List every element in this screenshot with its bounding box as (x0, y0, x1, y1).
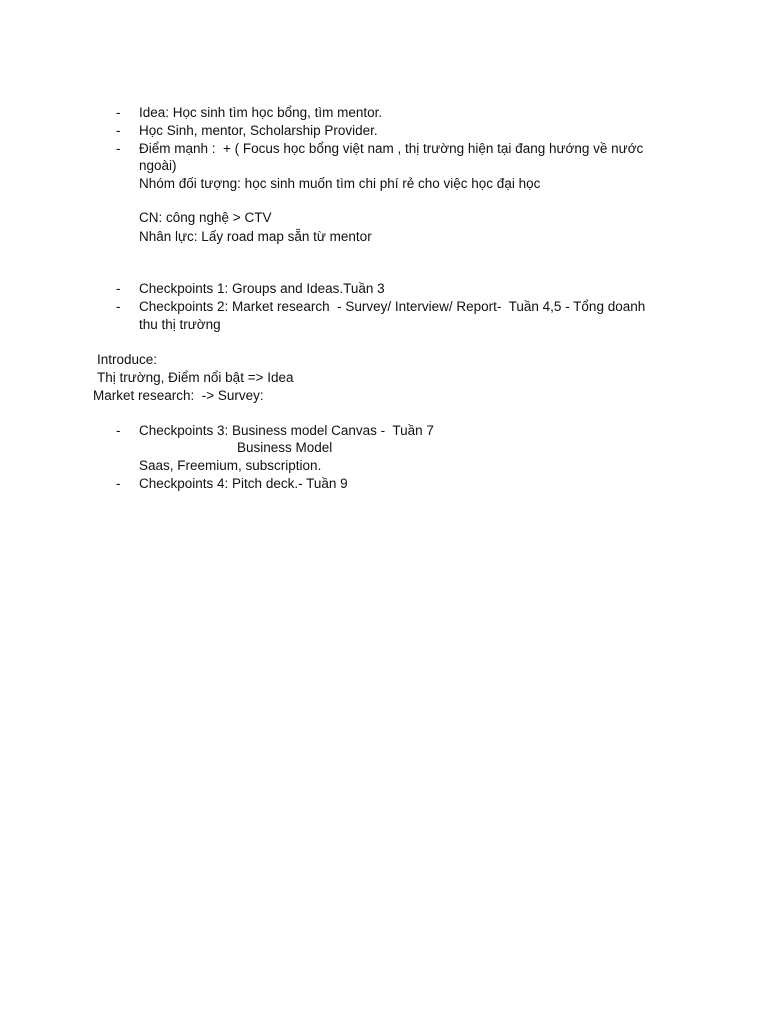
target-audience-text: Nhóm đối tượng: học sinh muốn tìm chi phí rẻ cho việc học đại học (139, 176, 541, 191)
bullet-stakeholders: Học Sinh, mentor, Scholarship Provider. (139, 123, 378, 138)
checkpoint-4: Checkpoints 4: Pitch deck.- Tuần 9 (139, 476, 348, 491)
bullet-dash: - (116, 141, 121, 156)
bullet-dash: - (116, 476, 121, 491)
bullet-dash: - (116, 299, 121, 314)
bullet-dash: - (116, 423, 121, 438)
bullet-dash: - (116, 281, 121, 296)
checkpoint-2-continued: thu thị trường (139, 317, 221, 332)
revenue-models-text: Saas, Freemium, subscription. (139, 458, 322, 473)
technology-text: CN: công nghệ > CTV (139, 210, 272, 225)
bullet-strengths-continued: ngoài) (139, 158, 177, 173)
market-research-text: Market research: -> Survey: (93, 388, 264, 403)
checkpoint-2: Checkpoints 2: Market research - Survey/ Interview/ Report- Tuần 4,5 - Tổng doanh (139, 299, 646, 314)
bullet-strengths: Điểm mạnh : + ( Focus học bổng việt nam , thị trường hiện tại đang hướng về nước (139, 141, 644, 156)
bullet-dash: - (116, 105, 121, 120)
checkpoint-1: Checkpoints 1: Groups and Ideas.Tuần 3 (139, 281, 385, 296)
business-model-text: Business Model (237, 440, 333, 455)
introduce-heading: Introduce: (97, 352, 158, 367)
bullet-idea: Idea: Học sinh tìm học bổng, tìm mentor. (139, 105, 383, 120)
resources-text: Nhân lực: Lấy road map sẵn từ mentor (139, 229, 372, 244)
market-highlight-text: Thị trường, Điểm nổi bật => Idea (97, 370, 294, 385)
bullet-dash: - (116, 123, 121, 138)
checkpoint-3: Checkpoints 3: Business model Canvas - Tuần 7 (139, 423, 434, 438)
